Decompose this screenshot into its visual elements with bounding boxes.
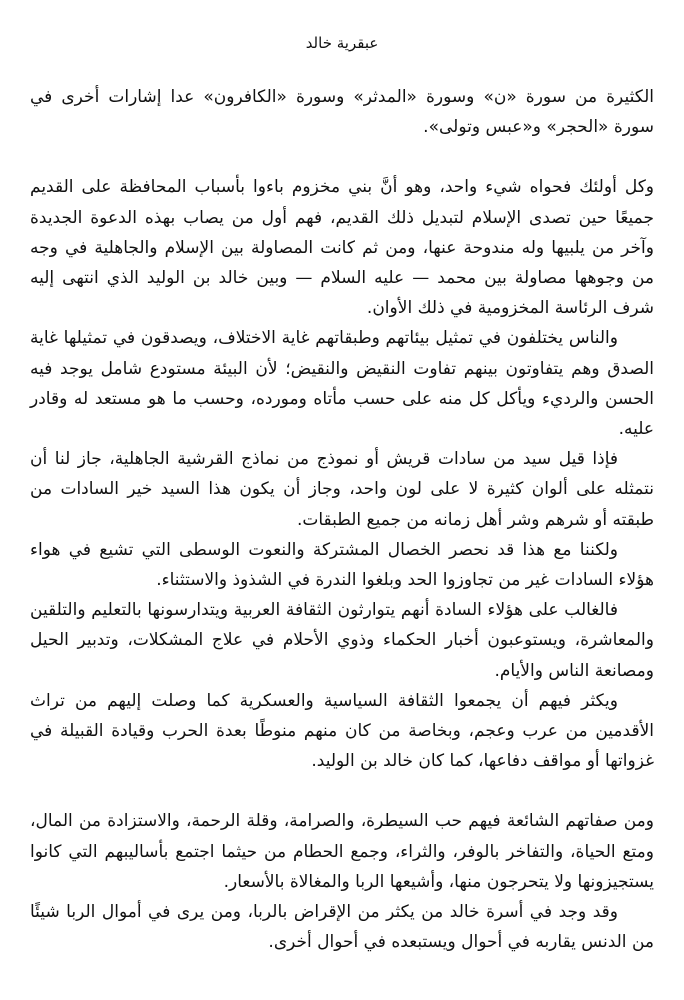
paragraph: وكل أولئك فحواه شيء واحد، وهو أنَّ بني مخزوم باءوا بأسباب المحافظة على القديم جميعًا حين تصدى الإسلام لتبديل ذلك القديم، فهم أول من يصاب بهذه الدعوة الجديدة وآخر من يلبيها وله مندوحة عنها، ومن ثم كانت المصاولة بين الإسلام والجاهلية في وجه من وجوهها مصاولة بين محمد — عليه السلام — وبين خالد بن الوليد الذي انتهى إليه شرف الرئاسة المخزومية في ذلك الأوان. [30, 177, 654, 319]
page-body [30, 82, 654, 957]
paragraph: وقد وجد في أسرة خالد من يكثر من الإقراض بالربا، ومن يرى في أموال الربا شيئًا من الدنس يقاربه في أحوال ويستبعده في أحوال أخرى. [30, 902, 654, 953]
paragraph: والناس يختلفون في تمثيل بيئاتهم وطبقاتهم غاية الاختلاف، ويصدقون في تمثيلها غاية الصدق وهم يتفاوتون بينهم تفاوت النقيض والنقيض؛ لأن البيئة مستودع شامل يوجد فيه الحسن والرديء ويأكل كل منه على حسب مأتاه ومورده، وحسب ما هو مستعد له وقادر عليه. [30, 328, 654, 440]
paragraph: فإذا قيل سيد من سادات قريش أو نموذج من نماذج القرشية الجاهلية، جاز لنا أن نتمثله على ألوان كثيرة لا على لون واحد، وجاز أن يكون هذا السيد خير السادات من طبقته أو شرهم وشر أهل زمانه من جميع الطبقات. [30, 449, 654, 530]
paragraph: فالغالب على هؤلاء السادة أنهم يتوارثون الثقافة العربية ويتدارسونها بالتعليم والتلقين والمعاشرة، ويستوعبون أخبار الحكماء وذوي الأحلام في علاج المشكلات، وتدبير الحيل ومصانعة الناس والأيام. [30, 600, 654, 681]
running-title: عبقرية خالد [305, 34, 379, 52]
paragraph: ومن صفاتهم الشائعة فيهم حب السيطرة، والصرامة، وقلة الرحمة، والاستزادة من المال، ومتع الحياة، والتفاخر بالوفر، والثراء، وجمع الحطام من حيثما اجتمع بأساليبهم التي كانوا يستجيزونها ولا يتحرجون منها، وأشيعها الربا والمغالاة بالأسعار. [30, 811, 654, 892]
paragraph: الكثيرة من سورة «ن» وسورة «المدثر» وسورة «الكافرون» عدا إشارات أخرى في سورة «الحجر» و«عبس وتولى». [30, 87, 654, 138]
paragraph: ويكثر فيهم أن يجمعوا الثقافة السياسية والعسكرية كما وصلت إليهم من تراث الأقدمين من عرب وعجم، وبخاصة من كان منهم منوطًا بعدة الحرب وقيادة القبيلة في غزواتها أو مواقف دفاعها، كما كان خالد بن الوليد. [30, 690, 654, 772]
paragraph: ولكننا مع هذا قد نحصر الخصال المشتركة والنعوت الوسطى التي تشيع في هواء هؤلاء السادات غير من تجاوزوا الحد وبلغوا الندرة في الشذوذ والاستثناء. [30, 539, 654, 591]
